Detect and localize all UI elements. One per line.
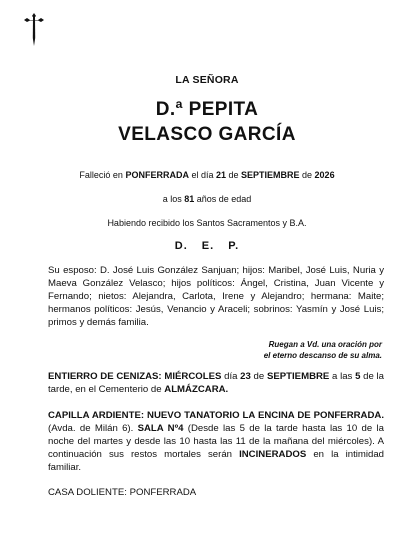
sacraments-notice: Habiendo recibido los Santos Sacramentos y B.A. xyxy=(107,218,307,228)
deceased-name-line1: D.ª PEPITA xyxy=(155,99,259,120)
header-title: LA SEÑORA xyxy=(175,74,239,86)
family-paragraph: Su esposo: D. José Luis González Sanjuan; hijos: Maribel, José Luis, Nuria y Maeva González Velasco; hijos políticos: Ángel, Cristina, Juan Vicente y Fernando; nietos: Alejandra, Carlota, Irene y Alejandro; hermana: Maite; hermanos políticos: Jesús, Venancio y Araceli; sobrinos: Yasmín y José Luis; primos y demás familia. xyxy=(48,265,384,328)
cross-icon xyxy=(22,12,46,48)
dep-notice: D. E. P. xyxy=(174,240,240,252)
home-line: CASA DOLIENTE: PONFERRADA xyxy=(48,487,197,498)
death-notice: Falleció en PONFERRADA el día 21 de SEPTIEMBRE de 2026 xyxy=(79,170,335,180)
age-notice: a los 81 años de edad xyxy=(162,194,252,204)
chapel-paragraph: CAPILLA ARDIENTE: NUEVO TANATORIO LA ENCINA DE PONFERRADA. (Avda. de Milán 6). SALA Nº4 (Desde las 5 de la tarde hasta las 10 de la noche del martes y desde las 10 hasta las 11 de la mañana del miércoles). A continuación sus restos mortales serán INCINERADOS en la intimidad familiar. xyxy=(48,410,384,473)
deceased-name-line2: VELASCO GARCÍA xyxy=(118,124,296,145)
prayer-request: Ruegan a Vd. una oración por el eterno descanso de su alma. xyxy=(263,340,382,360)
burial-paragraph: ENTIERRO DE CENIZAS: MIÉRCOLES día 23 de SEPTIEMBRE a las 5 de la tarde, en el Cementerio de ALMÁZCARA. xyxy=(48,371,384,395)
